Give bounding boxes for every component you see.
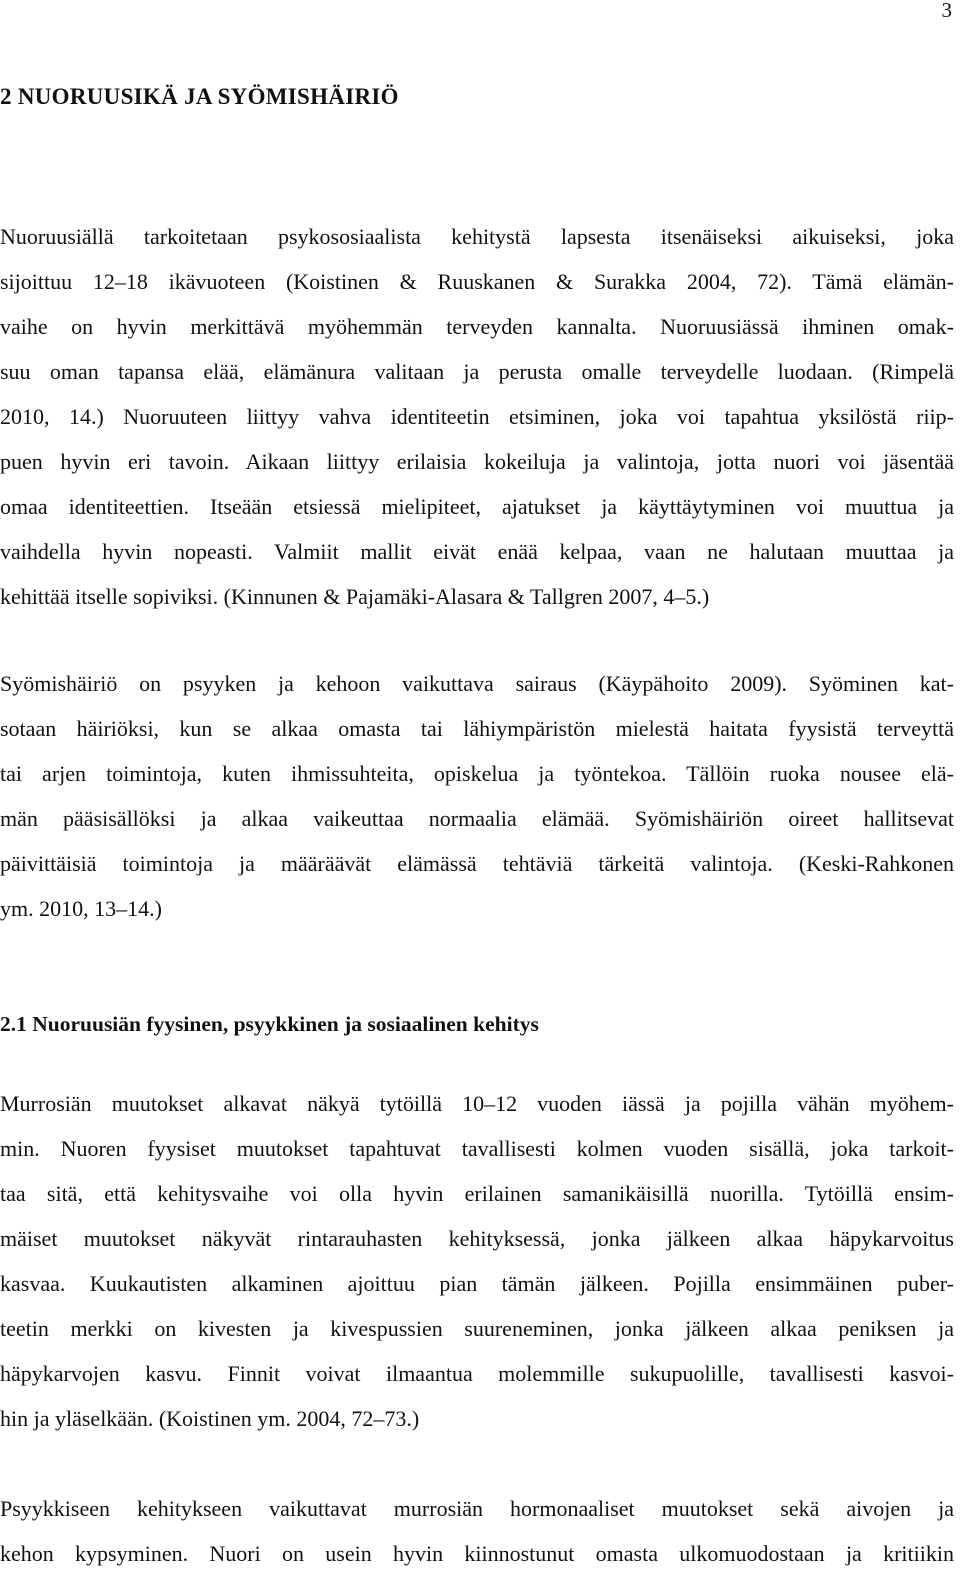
text-line: kasvaa. Kuukautisten alkaminen ajoittuu pian tämän jälkeen. Pojilla ensimmäinen puber- [0,1271,954,1296]
text-line: vaihdella hyvin nopeasti. Valmiit mallit eivät enää kelpaa, vaan ne halutaan muuttaa ja [0,539,954,564]
text-line: hin ja yläselkään. (Koistinen ym. 2004, 72–73.) [0,1406,420,1431]
text-line: sijoittuu 12–18 ikävuoteen (Koistinen & Ruuskanen & Surakka 2004, 72). Tämä elämän- [0,269,954,294]
text-line: kehon kypsyminen. Nuori on usein hyvin kiinnostunut omasta ulkomuodostaan ja kritiikin [0,1541,954,1566]
text-line: päivittäisiä toimintoja ja määräävät elämässä tehtäviä tärkeitä valintoja. (Keski-Rahkonen [0,851,954,876]
paragraph-puberty [0,1081,954,1441]
text-line: Nuoruusiällä tarkoitetaan psykososiaalista kehitystä lapsesta itsenäiseksi aikuiseksi, joka [0,224,954,249]
text-line: 2010, 14.) Nuoruuteen liittyy vahva identiteetin etsiminen, joka voi tapahtua yksilöstä riip- [0,404,954,429]
text-line: tai arjen toimintoja, kuten ihmissuhteita, opiskelua ja työntekoa. Tällöin ruoka nousee elä- [0,761,954,786]
text-line: taa sitä, että kehitysvaihe voi olla hyvin erilainen samanikäisillä nuorilla. Tytöillä ensim- [0,1181,954,1206]
text-line: mäiset muutokset näkyvät rintarauhasten kehityksessä, jonka jälkeen alkaa häpykarvoitus [0,1226,954,1251]
text-line: ym. 2010, 13–14.) [0,896,162,921]
paragraph-eating-disorder [0,661,954,931]
page-number: 3 [941,0,952,22]
text-line: min. Nuoren fyysiset muutokset tapahtuvat tavallisesti kolmen vuoden sisällä, joka tarkoit- [0,1136,954,1161]
text-line: män pääsisällöksi ja alkaa vaikeuttaa normaalia elämää. Syömishäiriön oireet hallitsevat [0,806,954,831]
text-line: sotaan häiriöksi, kun se alkaa omasta tai lähiympäristön mielestä haitata fyysistä terveyttä [0,716,954,741]
text-line: vaihe on hyvin merkittävä myöhemmän terveyden kannalta. Nuoruusiässä ihminen omak- [0,314,954,339]
paragraph-adolescence [0,214,954,619]
text-line: teetin merkki on kivesten ja kivespussien suureneminen, jonka jälkeen alkaa peniksen ja [0,1316,954,1341]
text-line: häpykarvojen kasvu. Finnit voivat ilmaantua molemmille sukupuolille, tavallisesti kasvoi- [0,1361,954,1386]
text-line: puen hyvin eri tavoin. Aikaan liittyy erilaisia kokeiluja ja valintoja, jotta nuori voi jäsentää [0,449,954,474]
text-line: suu oman tapansa elää, elämänura valitaan ja perusta omalle terveydelle luodaan. (Rimpelä [0,359,954,384]
text-line: Syömishäiriö on psyyken ja kehoon vaikuttava sairaus (Käypähoito 2009). Syöminen kat- [0,671,954,696]
chapter-heading: 2 NUORUUSIKÄ JA SYÖMISHÄIRIÖ [0,84,399,109]
section-heading: 2.1 Nuoruusiän fyysinen, psyykkinen ja sosiaalinen kehitys [0,1012,539,1036]
text-line: omaa identiteettien. Itseään etsiessä mielipiteet, ajatukset ja käyttäytyminen voi muuttua ja [0,494,954,519]
text-line: kehittää itselle sopiviksi. (Kinnunen & Pajamäki-Alasara & Tallgren 2007, 4–5.) [0,584,710,609]
text-line: Psyykkiseen kehitykseen vaikuttavat murrosiän hormonaaliset muutokset sekä aivojen ja [0,1496,954,1521]
paragraph-psychological [0,1486,954,1576]
text-line: Murrosiän muutokset alkavat näkyä tytöillä 10–12 vuoden iässä ja pojilla vähän myöhem- [0,1091,954,1116]
